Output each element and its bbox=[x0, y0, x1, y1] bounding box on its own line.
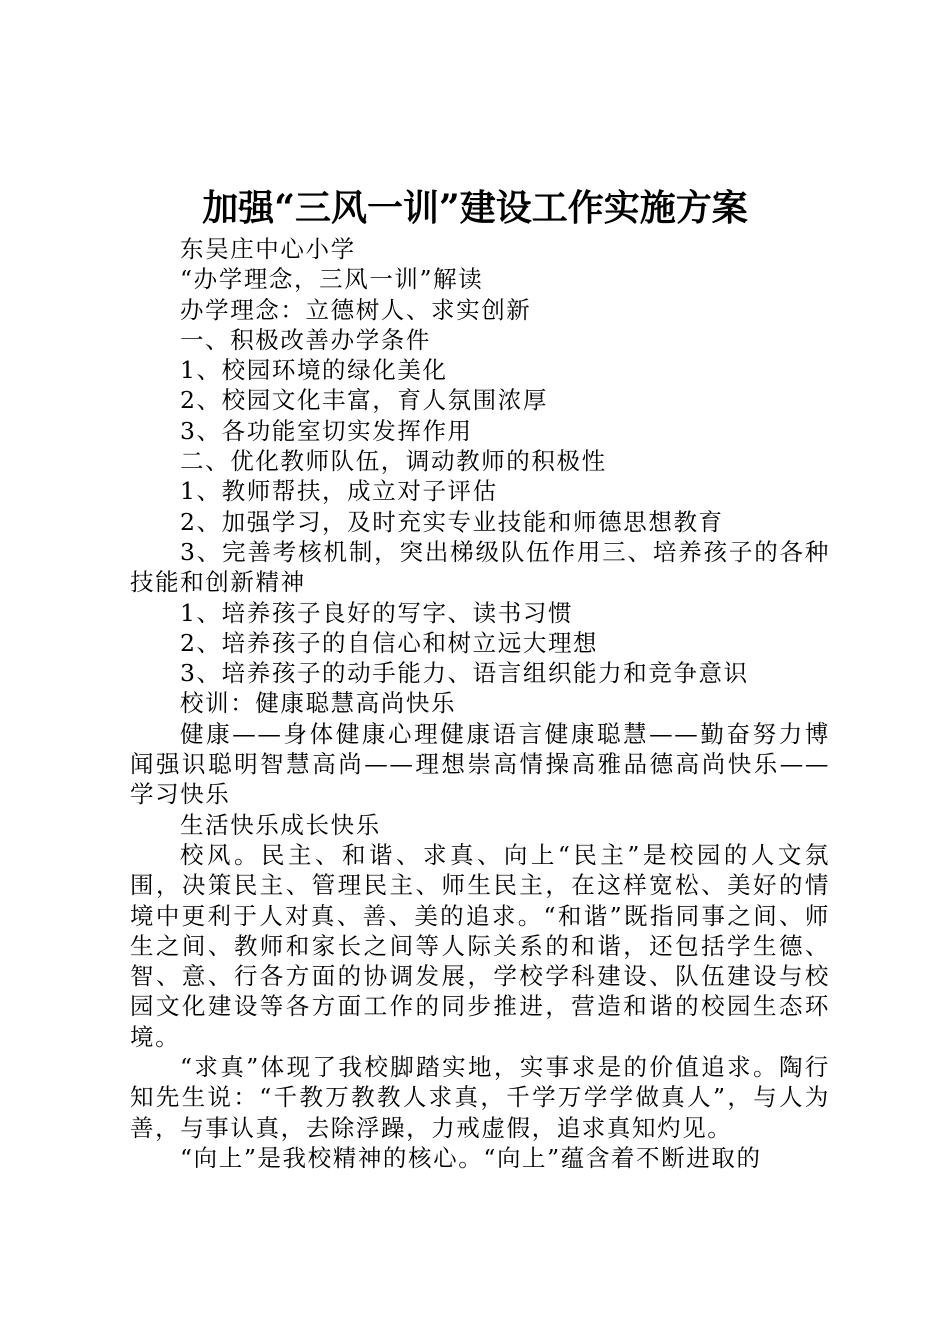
school-ethos-paragraph: 校风。民主、和谐、求真、向上“民主”是校园的人文氛围，决策民主、管理民主、师生民主，在这样宽松、美好的情境中更利于人对真、善、美的追求。“和谐”既指同事之间、师生之间、教师和家长之间等人际关系的和谐，还包括学生德、智、意、行各方面的协调发展，学校学科建设、队伍建设与校园文化建设等各方面工作的同步推进，营造和谐的校园生态环境。 bbox=[130, 840, 830, 1051]
list-item: 2、加强学习，及时充实专业技能和师德思想教育 bbox=[180, 507, 724, 536]
list-item: 1、培养孩子良好的写字、读书习惯 bbox=[180, 598, 574, 627]
philosophy-line: 办学理念：立德树人、求实创新 bbox=[180, 295, 532, 324]
motto-continuation: 生活快乐成长快乐 bbox=[180, 810, 381, 839]
list-item: 1、教师帮扶，成立对子评估 bbox=[180, 477, 498, 506]
motto-explanation: 健康——身体健康心理健康语言健康聪慧——勤奋努力博闻强识聪明智慧高尚——理想崇高情操高雅品德高尚快乐——学习快乐 bbox=[130, 719, 830, 809]
list-item: 3、各功能室切实发挥作用 bbox=[180, 416, 473, 445]
list-item: 2、校园文化丰富，育人氛围浓厚 bbox=[180, 386, 548, 415]
list-item: 3、培养孩子的动手能力、语言组织能力和竞争意识 bbox=[180, 659, 749, 688]
truth-seeking-paragraph: “求真”体现了我校脚踏实地，实事求是的价值追求。陶行知先生说：“千教万教教人求真，千学万学学做真人”，与人为善，与事认真，去除浮躁，力戒虚假，追求真知灼见。 bbox=[130, 1053, 830, 1142]
list-item: 3、完善考核机制，突出梯级队伍作用三、培养孩子的各种技能和创新精神 bbox=[130, 537, 830, 597]
section-heading: “办学理念，三风一训”解读 bbox=[180, 265, 484, 294]
school-name: 东吴庄中心小学 bbox=[180, 235, 356, 263]
list-heading-2: 二、优化教师队伍，调动教师的积极性 bbox=[180, 447, 607, 476]
list-item: 2、培养孩子的自信心和树立远大理想 bbox=[180, 628, 599, 657]
upward-paragraph: “向上”是我校精神的核心。“向上”蕴含着不断进取的 bbox=[180, 1143, 762, 1172]
document-title: 加强“三风一训”建设工作实施方案 bbox=[202, 187, 748, 229]
list-heading-1: 一、积极改善办学条件 bbox=[180, 325, 431, 354]
document-body bbox=[130, 234, 830, 1173]
list-item: 1、校园环境的绿化美化 bbox=[180, 356, 448, 385]
school-motto: 校训：健康聪慧高尚快乐 bbox=[180, 689, 457, 718]
